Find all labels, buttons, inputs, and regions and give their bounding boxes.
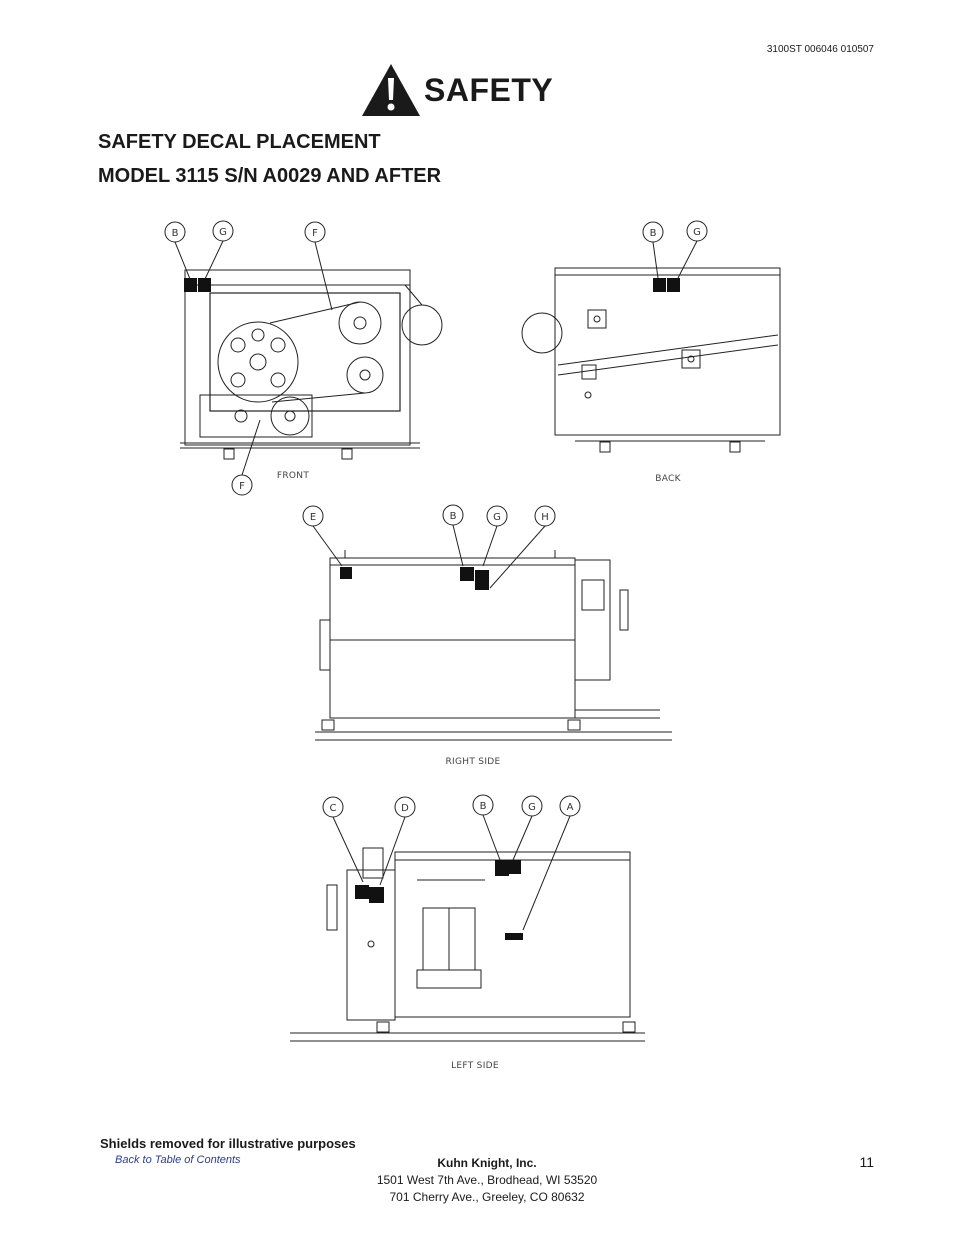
front-view-label: FRONT: [276, 471, 310, 481]
callout-g: G: [528, 802, 536, 813]
company-address-line1: 1501 West 7th Ave., Brodhead, WI 53520: [376, 1173, 598, 1187]
callout-g: G: [493, 512, 501, 523]
back-view-label: BACK: [655, 474, 681, 484]
back-to-toc-link[interactable]: Back to Table of Contents: [115, 1154, 241, 1166]
callout-g: G: [219, 227, 227, 238]
safety-header: [360, 62, 553, 118]
callout-b: B: [171, 228, 179, 239]
callout-a: A: [566, 802, 574, 813]
callout-h: H: [541, 512, 549, 523]
company-address-line2: 701 Cherry Ave., Greeley, CO 80632: [389, 1190, 585, 1204]
page-number: 11: [859, 1154, 874, 1170]
callout-f: F: [312, 228, 318, 239]
callout-c: C: [329, 803, 337, 814]
back-view-drawing: [510, 215, 790, 485]
callout-b: B: [479, 801, 487, 812]
callout-b: B: [449, 511, 457, 522]
left-side-view-label: LEFT SIDE: [451, 1061, 499, 1071]
callout-f-lower: F: [239, 481, 245, 492]
shields-note: Shields removed for illustrative purposes: [100, 1136, 356, 1151]
left-side-view-drawing: [285, 790, 665, 1080]
page-title: SAFETY DECAL PLACEMENT: [98, 131, 381, 153]
callout-b: B: [649, 228, 657, 239]
right-side-view-label: RIGHT SIDE: [445, 757, 501, 767]
warning-triangle-icon: [360, 62, 422, 118]
company-address-block: [0, 1155, 954, 1206]
document-code: 3100ST 006046 010507: [766, 44, 874, 55]
page-subtitle: MODEL 3115 S/N A0029 AND AFTER: [98, 165, 442, 187]
callout-e: E: [309, 512, 317, 523]
company-name: Kuhn Knight, Inc.: [437, 1156, 537, 1170]
callout-g: G: [693, 227, 701, 238]
right-side-view-drawing: [300, 500, 680, 770]
callout-d: D: [401, 803, 409, 814]
safety-title: SAFETY: [424, 71, 554, 108]
front-view-drawing: [160, 215, 460, 500]
